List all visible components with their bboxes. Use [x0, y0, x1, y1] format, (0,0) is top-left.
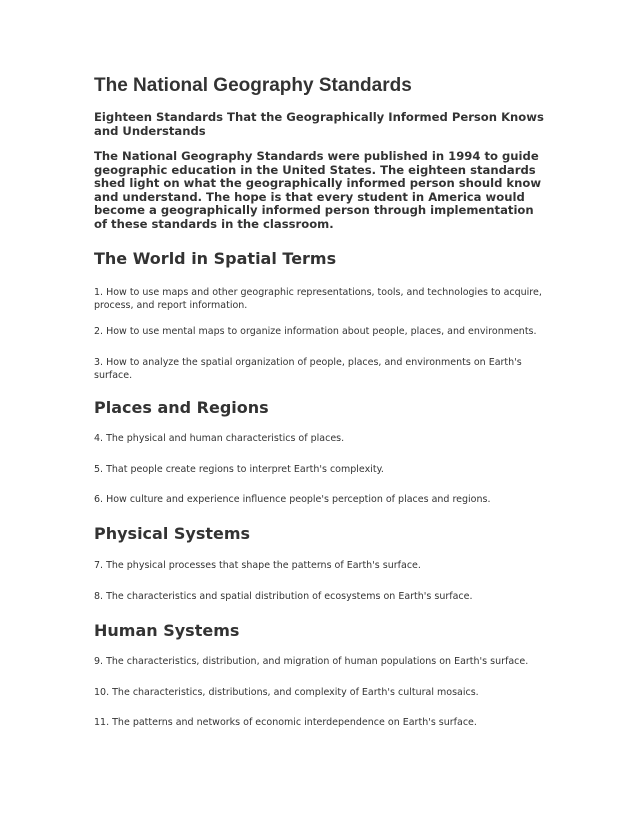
standard-item-10: 10. The characteristics, distributions, and complexity of Earth's cultural mosaics. — [94, 687, 479, 698]
intro-paragraph: The National Geography Standards were published in 1994 to guide geographic education in the United States. The eighteen standards shed light on what the geographically informed person should know and understand. The hope is that every student in America would become a geographically informed person through implementation of these standards in the classroom. — [94, 149, 542, 231]
section-heading-human-systems: Human Systems — [94, 621, 240, 640]
standard-item-7: 7. The physical processes that shape the patterns of Earth's surface. — [94, 560, 421, 571]
standard-item-8: 8. The characteristics and spatial distribution of ecosystems on Earth's surface. — [94, 591, 473, 602]
standard-item-1: 1. How to use maps and other geographic representations, tools, and technologies to acquire, process, and report information. — [94, 287, 542, 311]
standard-item-6: 6. How culture and experience influence people's perception of places and regions. — [94, 494, 491, 505]
section-heading-spatial-terms: The World in Spatial Terms — [94, 249, 337, 268]
standard-item-2: 2. How to use mental maps to organize information about people, places, and environments. — [94, 326, 537, 337]
page-subtitle: Eighteen Standards That the Geographically Informed Person Knows and Understands — [94, 110, 544, 138]
standard-item-5: 5. That people create regions to interpret Earth's complexity. — [94, 464, 384, 475]
standard-item-9: 9. The characteristics, distribution, and migration of human populations on Earth's surface. — [94, 656, 529, 667]
standard-item-11: 11. The patterns and networks of economic interdependence on Earth's surface. — [94, 717, 477, 728]
standard-item-4: 4. The physical and human characteristics of places. — [94, 433, 345, 444]
section-heading-places-regions: Places and Regions — [94, 398, 269, 417]
standard-item-3: 3. How to analyze the spatial organization of people, places, and environments on Earth's surface. — [94, 357, 522, 381]
section-heading-physical-systems: Physical Systems — [94, 524, 251, 543]
page-title: The National Geography Standards — [94, 75, 412, 96]
